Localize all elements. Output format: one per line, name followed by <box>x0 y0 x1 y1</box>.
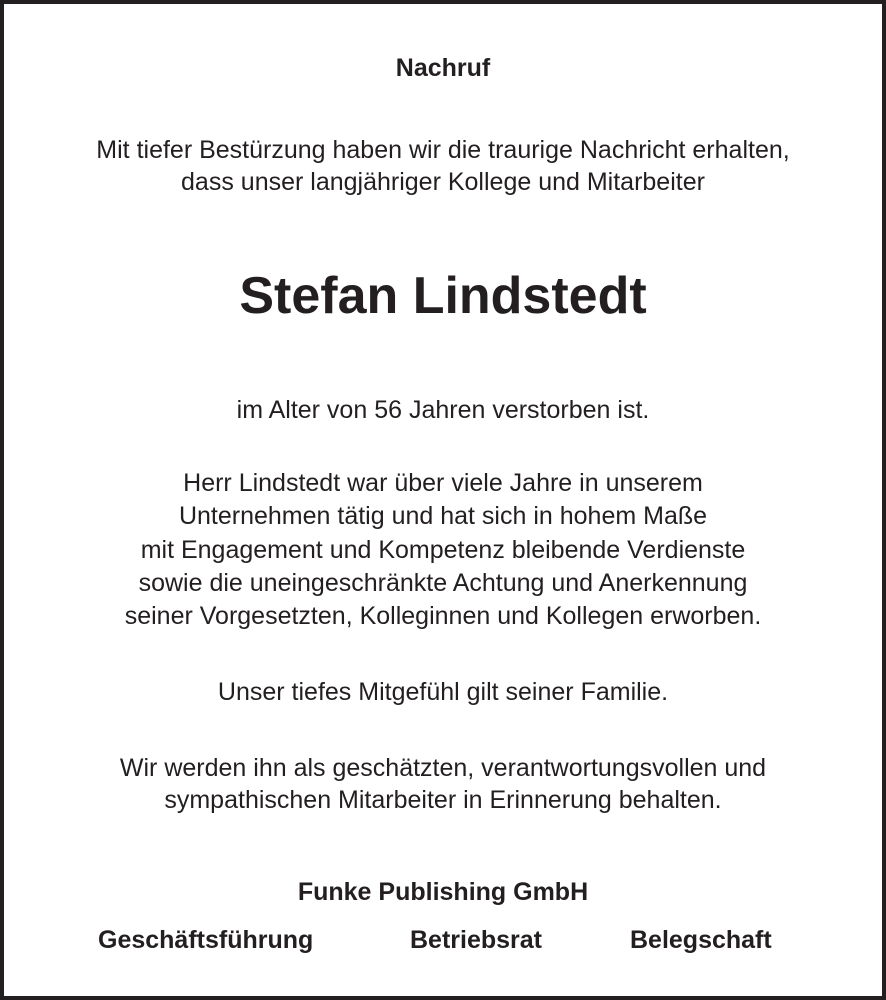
tribute-line-4: sowie die uneingeschränkte Achtung und Anerkennung <box>138 569 748 597</box>
signatory-works-council: Betriebsrat <box>410 926 542 954</box>
tribute-line-1: Herr Lindstedt war über viele Jahre in unserem <box>183 469 703 497</box>
tribute-line-3: mit Engagement und Kompetenz bleibende Verdienste <box>140 536 746 564</box>
signatory-staff: Belegschaft <box>630 926 772 954</box>
tribute-line-2: Unternehmen tätig und hat sich in hohem Maße <box>178 502 708 530</box>
company-name: Funke Publishing GmbH <box>297 878 589 906</box>
remembrance-line-2: sympathischen Mitarbeiter in Erinnerung behalten. <box>164 786 722 814</box>
sympathy-line: Unser tiefes Mitgefühl gilt seiner Familie. <box>217 678 669 706</box>
signatory-management: Geschäftsführung <box>98 926 314 954</box>
intro-line-1: Mit tiefer Bestürzung haben wir die traurige Nachricht erhalten, <box>96 136 790 164</box>
intro-line-2: dass unser langjähriger Kollege und Mitarbeiter <box>181 168 705 196</box>
remembrance-line-1: Wir werden ihn als geschätzten, verantwortungsvollen und <box>119 754 767 782</box>
age-line: im Alter von 56 Jahren verstorben ist. <box>236 396 650 424</box>
deceased-name: Stefan Lindstedt <box>239 267 647 325</box>
tribute-line-5: seiner Vorgesetzten, Kolleginnen und Kollegen erworben. <box>124 602 762 630</box>
notice-heading: Nachruf <box>395 54 491 82</box>
